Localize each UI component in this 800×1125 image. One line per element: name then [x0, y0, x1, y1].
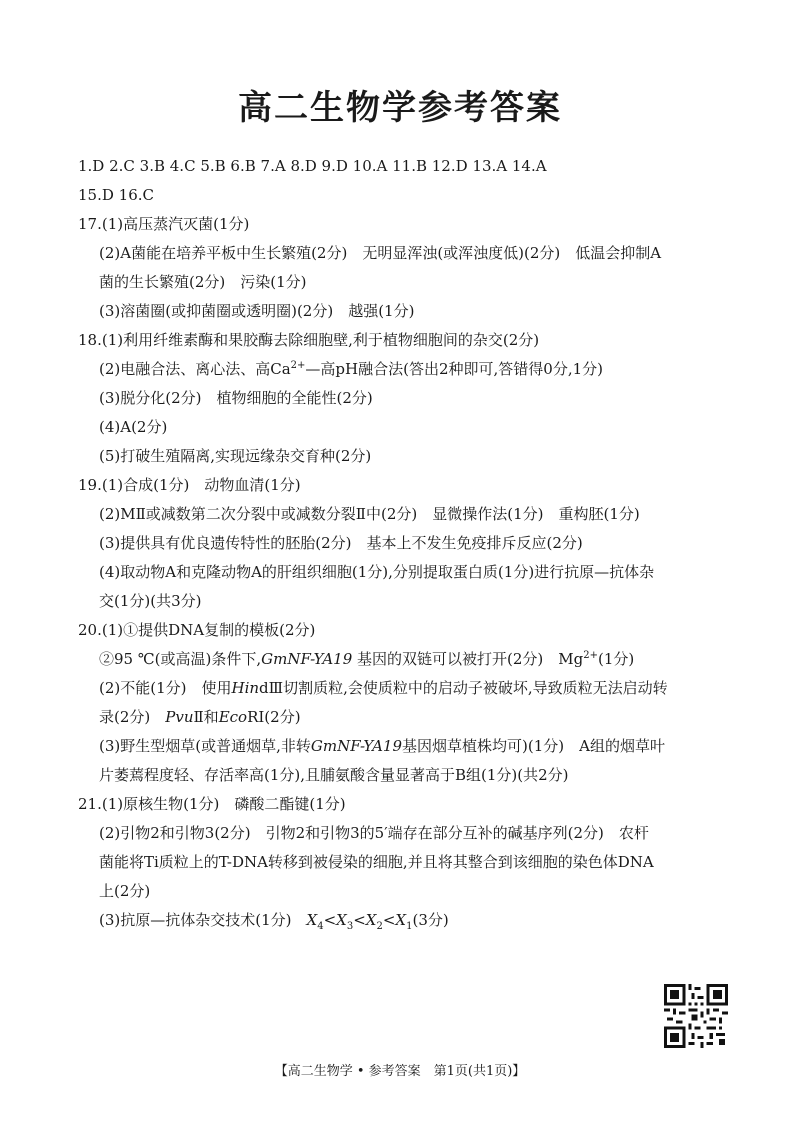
q20-text-f: 录(2分) — [99, 708, 166, 726]
gene-name: GmNF-YA19 — [261, 650, 353, 668]
q20-line4 — [78, 703, 728, 732]
sub-4: 4 — [317, 921, 324, 932]
q19-line2: (2)MⅡ或减数第二次分裂中或减数分裂Ⅱ中(2分) 显微操作法(1分) 重构胚(1分) — [99, 505, 640, 523]
var-x: X — [365, 911, 377, 929]
q20-text-a: ②95 ℃(或高温)条件下, — [99, 650, 262, 668]
var-x: X — [395, 911, 407, 929]
mc-answers-line2: 15.D 16.C — [78, 186, 154, 204]
var-x: X — [306, 911, 318, 929]
q21-line1: 21.(1)原核生物(1分) 磷酸二酯键(1分) — [78, 795, 346, 813]
q20-line3 — [78, 674, 728, 703]
q20-text-j: 基因烟草植株均可)(1分) A组的烟草叶 — [402, 737, 665, 755]
q18-line1: 18.(1)利用纤维素酶和果胶酶去除细胞壁,利于植物细胞间的杂交(2分) — [78, 331, 540, 349]
q21-text-a: (3)抗原—抗体杂交技术(1分) — [99, 911, 307, 929]
q18-text-b: —高pH融合法(答出2种即可,答错得0分,1分) — [305, 360, 603, 378]
mg-charge: 2+ — [583, 650, 598, 661]
q20-text-e: dⅢ切割质粒,会使质粒中的启动子被破坏,导致质粒无法启动转 — [259, 679, 668, 697]
q20-line2 — [78, 645, 728, 674]
gene-name-2: GmNF-YA19 — [310, 737, 403, 755]
sub-2: 2 — [376, 921, 383, 932]
var-x: X — [336, 911, 347, 929]
q20-line5 — [78, 732, 728, 761]
q21-line3: 菌能将Ti质粒上的T-DNA转移到被侵染的细胞,并且将其整合到该细胞的染色体DNA — [99, 853, 654, 871]
ca-charge: 2+ — [290, 360, 306, 371]
q20-text-i: (3)野生型烟草(或普通烟草,非转 — [99, 737, 311, 755]
q19-line5: 交(1分)(共3分) — [99, 592, 202, 610]
sub-1: 1 — [406, 921, 413, 932]
q20-text-h: RⅠ(2分) — [247, 708, 301, 726]
q21-text-b: (3分) — [412, 911, 449, 929]
q18-line4: (4)A(2分) — [99, 418, 168, 436]
q17-line1: 17.(1)高压蒸汽灭菌(1分) — [78, 215, 250, 233]
sub-3: 3 — [346, 921, 354, 932]
q19-line3: (3)提供具有优良遗传特性的胚胎(2分) 基本上不发生免疫排斥反应(2分) — [99, 534, 583, 552]
page-title: 高二生物学参考答案 — [238, 88, 562, 128]
answer-body — [78, 152, 728, 935]
q19-line4: (4)取动物A和克隆动物A的肝组织细胞(1分),分别提取蛋白质(1分)进行抗原—抗体杂 — [99, 563, 655, 581]
q21-line2: (2)引物2和引物3(2分) 引物2和引物3的5′端存在部分互补的碱基序列(2分) 农杆 — [99, 824, 649, 842]
q19-line1: 19.(1)合成(1分) 动物血清(1分) — [78, 476, 301, 494]
mc-answers-line1: 1.D 2.C 3.B 4.C 5.B 6.B 7.A 8.D 9.D 10.A 11.B 12.D 13.A 14.A — [78, 157, 547, 175]
enzyme-hind: Hin — [231, 679, 260, 697]
q20-text-b: 基因的双链可以被打开(2分) Mg — [352, 650, 584, 668]
lt-3: < — [382, 911, 396, 929]
enzyme-eco: Eco — [218, 708, 248, 726]
q17-line4: (3)溶菌圈(或抑菌圈或透明圈)(2分) 越强(1分) — [99, 302, 415, 320]
page-footer: 【高二生物学 • 参考答案 第1页(共1页)】 — [274, 1064, 526, 1079]
q20-line6: 片萎蔫程度轻、存活率高(1分),且脯氨酸含量显著高于B组(1分)(共2分) — [99, 766, 569, 784]
q18-line2 — [78, 355, 728, 384]
q21-line4: 上(2分) — [99, 882, 151, 900]
q18-text-a: (2)电融合法、离心法、高Ca — [99, 360, 291, 378]
q20-text-d: (2)不能(1分) 使用 — [99, 679, 232, 697]
q20-text-g: Ⅱ和 — [193, 708, 219, 726]
lt-2: < — [353, 911, 366, 929]
q17-line2: (2)A菌能在培养平板中生长繁殖(2分) 无明显浑浊(或浑浊度低)(2分) 低温会抑制A — [99, 244, 662, 262]
q18-line5: (5)打破生殖隔离,实现远缘杂交育种(2分) — [99, 447, 372, 465]
qr-code-icon — [664, 984, 728, 1048]
q20-line1: 20.(1)①提供DNA复制的模板(2分) — [78, 621, 316, 639]
q21-line5 — [78, 906, 728, 935]
q17-line3: 菌的生长繁殖(2分) 污染(1分) — [99, 273, 307, 291]
lt-1: < — [323, 911, 337, 929]
q18-line3: (3)脱分化(2分) 植物细胞的全能性(2分) — [99, 389, 373, 407]
enzyme-pvu: Pvu — [165, 708, 194, 726]
q20-text-c: (1分) — [598, 650, 635, 668]
